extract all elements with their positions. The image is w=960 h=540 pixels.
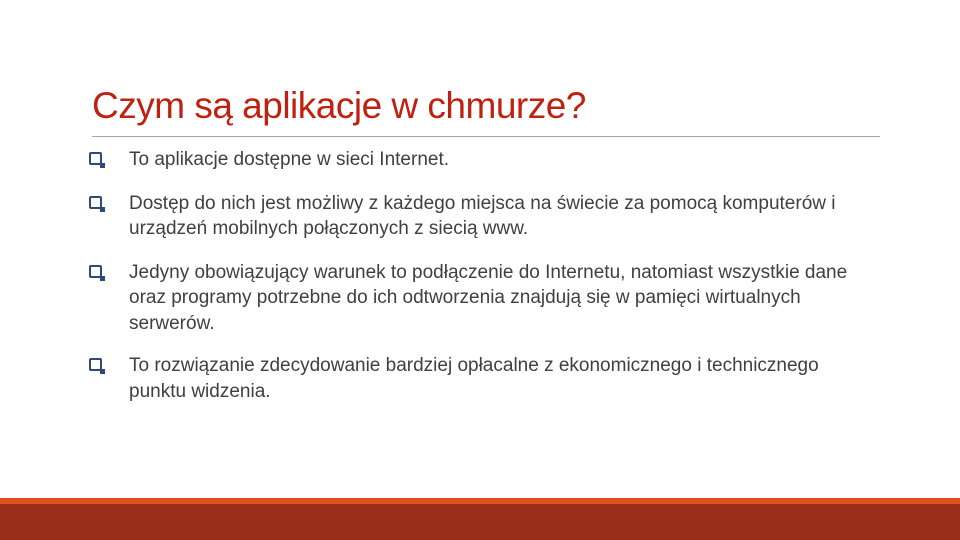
slide-title: Czym są aplikacje w chmurze? xyxy=(92,85,586,126)
bullet-text: To rozwiązanie zdecydowanie bardziej opłacalne z ekonomicznego i technicznego punktu widzenia. xyxy=(129,355,819,402)
checkbox-square-icon xyxy=(89,152,102,165)
bullet-item xyxy=(86,147,866,173)
bullet-text: Dostęp do nich jest możliwy z każdego miejsca na świecie za pomocą komputerów i urządzeń mobilnych połączonych z siecią www. xyxy=(129,192,836,239)
checkbox-square-icon xyxy=(89,196,102,209)
bullet-item xyxy=(86,191,866,242)
bullet-text: To aplikacje dostępne w sieci Internet. xyxy=(129,149,450,170)
bullet-text: Jedyny obowiązujący warunek to podłączenie do Internetu, natomiast wszystkie dane oraz programy potrzebne do ich odtworzenia znajdują się w pamięci wirtualnych serwerów. xyxy=(129,261,848,334)
checkbox-square-icon xyxy=(89,358,102,371)
bullet-item xyxy=(86,260,866,337)
footer-bar xyxy=(0,504,960,540)
bullet-item xyxy=(86,353,866,404)
checkbox-square-icon xyxy=(89,265,102,278)
bullet-list xyxy=(86,147,866,404)
title-divider xyxy=(92,136,880,137)
